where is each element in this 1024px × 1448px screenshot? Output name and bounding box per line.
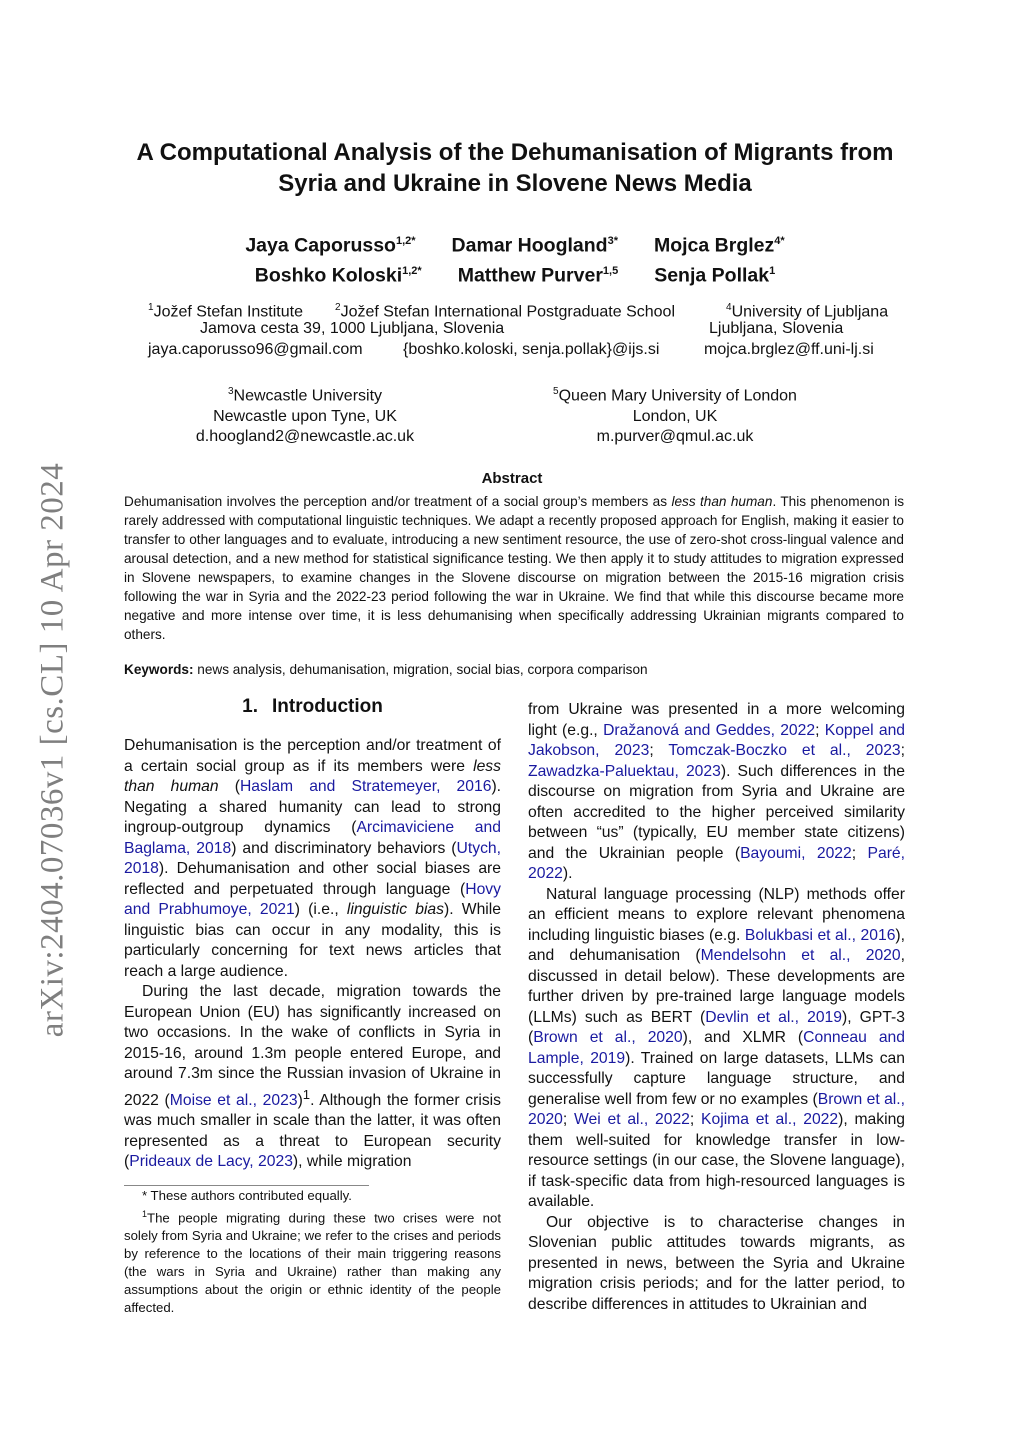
citation[interactable]: Wei et al., 2022 <box>574 1111 690 1128</box>
affiliation-3: $^3$Newcastle University Newcastle upon Tyne, UK d.hoogland2@newcastle.ac.uk <box>195 386 415 446</box>
citation[interactable]: Brown et al., 2020 <box>528 1090 906 1128</box>
citation[interactable]: Utych, 2018 <box>124 839 502 877</box>
citation[interactable]: Dražanová and Geddes, 2022 <box>603 721 816 739</box>
author: Boshko Koloski$^{1,2*}$ <box>254 264 422 286</box>
paragraph: from Ukraine was presented in a more welcoming light (e.g., Dražanová and Geddes, 2022; Koppel and Jakobson, 2023; Tomczak-Boczko et al., 2023; Zawadzka-Paluektau, 2023). Such differences in the discourse on migration from Syria and Ukraine are often accredited to the higher perceived similarity between “us” (typically, EU member state citizens) and the Ukrainian people (Bayoumi, 2022; Paré, 2022). <box>528 701 906 882</box>
citation[interactable]: Hovy and Prabhumoye, 2021 <box>124 880 501 918</box>
author: Mojca Brglez$^{4*}$ <box>653 234 785 257</box>
author-row <box>110 229 920 259</box>
affiliation-2: $^2$Jožef Stefan International Postgraduate School <box>335 302 676 321</box>
email-4: mojca.brglez@ff.uni-lj.si <box>704 341 874 358</box>
section-heading: 1. Introduction <box>242 696 383 717</box>
email-1: jaya.caporusso96@gmail.com <box>148 341 363 358</box>
citation[interactable]: Haslam and Stratemeyer, 2016 <box>239 778 492 795</box>
citation[interactable]: Bayoumi, 2022 <box>740 844 852 862</box>
affiliation-1: $^1$Jožef Stefan Institute <box>148 302 303 321</box>
paragraph: Our objective is to characterise changes in Slovenian public attitudes towards migrants, as presented in news, between the Syria and Ukraine migration crisis periods; and for the latter period, to describe differences in attitudes to Ukrainian and <box>528 1213 905 1313</box>
keywords: Keywords: news analysis, dehumanisation, migration, social bias, corpora comparison <box>124 662 648 677</box>
citation[interactable]: Paré, 2022 <box>528 844 905 882</box>
author: Senja Pollak$^1$ <box>654 264 776 286</box>
paragraph: Natural language processing (NLP) methods offer an efficient means to explore relevant phenomena including linguistic biases (e.g. Bolukbasi et al., 2016), and dehumanisation (Mendelsohn et al., 2020, discussed in detail below). These developments are further driven by pre-trained large language models (LLMs) such as BERT (Devlin et al., 2019), GPT-3 (Brown et al., 2020), and XLMR (Conneau and Lample, 2019). Trained on large datasets, LLMs can successfully capture language structure, and generalise well from few or no examples (Brown et al., 2020; Wei et al., 2022; Kojima et al., 2022), making them well-suited for knowledge transfer in low-resource settings (in our case, the Slovene language), if task-specific data from high-resourced languages is available. <box>528 885 906 1210</box>
author-row <box>110 259 920 289</box>
affiliation-5: $^5$Queen Mary University of London London, UK m.purver@qmul.ac.uk <box>553 386 797 446</box>
footnote-marker[interactable]: 1 <box>302 1086 311 1102</box>
arxiv-id: arXiv:2404.07036v1 [cs.CL] 10 Apr 2024 <box>34 462 71 1038</box>
paragraph: During the last decade, migration towards the European Union (EU) has significantly increased on two occasions. In the wake of conflicts in Syria in 2015-16, around 1.3m people entered Europe, and around 7.3m since the Russian invasion of Ukraine in 2022 (Moise et al., 2023)$^1$. Although the former crisis was much smaller in scale than the latter, it was often represented as a threat to European security (Prideaux de Lacy, 2023), while migration <box>124 983 502 1171</box>
left-column <box>124 736 501 1173</box>
author-block <box>110 229 920 288</box>
paper-title: A Computational Analysis of the Dehumanisation of Migrants from Syria and Ukraine in Slovene News Media <box>136 139 894 197</box>
citation[interactable]: Bolukbasi et al., 2016 <box>744 926 896 944</box>
author: Matthew Purver$^{1,5}$ <box>457 264 619 286</box>
author: Damar Hoogland$^{3*}$ <box>451 234 618 257</box>
footnotes <box>124 1187 501 1317</box>
email-2: {boshko.koloski, senja.pollak}@ijs.si <box>403 341 660 358</box>
citation[interactable]: Devlin et al., 2019 <box>705 1008 843 1026</box>
citation[interactable]: Tomczak-Boczko et al., 2023 <box>668 742 901 759</box>
footnote-star: * These authors contributed equally. <box>142 1188 352 1203</box>
citation[interactable]: Moise et al., 2023 <box>169 1091 298 1109</box>
right-column <box>528 700 905 1315</box>
footnote-1: $^1$The people migrating during these two crises were not solely from Syria and Ukraine; we refer to the crises and periods by reference to the locations of their main triggering reasons (the wars in Syria and Ukraine) rather than making any assumptions about the origin or ethnic identity of the people affected. <box>124 1209 501 1316</box>
citation[interactable]: Conneau and Lample, 2019 <box>528 1029 905 1067</box>
paragraph: Dehumanisation is the perception and/or treatment of a certain social group as if its members were less than human (Haslam and Stratemeyer, 2016). Negating a shared humanity can lead to strong ingroup-outgroup dynamics (Arcimaviciene and Baglama, 2018) and discriminatory behaviors (Utych, 2018). Dehumanisation and other social biases are reflected and perpetuated through language (Hovy and Prabhumoye, 2021) (i.e., linguistic bias). While linguistic bias can occur in any modality, this is particularly concerning for text news articles that reach a large audience. <box>124 737 502 980</box>
citation[interactable]: Kojima et al., 2022 <box>701 1111 839 1128</box>
affiliation-address-4: Ljubljana, Slovenia <box>709 320 844 337</box>
affiliation-address-12: Jamova cesta 39, 1000 Ljubljana, Slovenia <box>200 320 505 337</box>
abstract-heading: Abstract <box>481 470 543 487</box>
citation[interactable]: Mendelsohn et al., 2020 <box>700 947 901 964</box>
citation[interactable]: Brown et al., 2020 <box>533 1029 683 1046</box>
arxiv-stamp <box>28 450 78 1050</box>
citation[interactable]: Arcimaviciene and Baglama, 2018 <box>124 819 501 857</box>
affiliation-4: $^4$University of Ljubljana <box>726 302 889 321</box>
citation[interactable]: Koppel and Jakobson, 2023 <box>528 721 906 759</box>
citation[interactable]: Zawadzka-Paluektau, 2023 <box>528 762 721 780</box>
author: Jaya Caporusso$^{1,2*}$ <box>245 234 416 257</box>
footnote-rule <box>124 1185 369 1186</box>
citation[interactable]: Prideaux de Lacy, 2023 <box>129 1153 293 1171</box>
abstract-body: Dehumanisation involves the perception and/or treatment of a social group’s members as less than human. This phenomenon is rarely addressed with computational linguistic techniques. We adapt a recently proposed approach for English, making it easier to transfer to other languages and to evaluate, introducing a new sentiment resource, the use of zero-shot cross-lingual valence and arousal detection, and a new method for statistical significance testing. We then apply it to study attitudes to migration expressed in Slovene newspapers, to examine changes in the Slovene discourse on migration between the 2015-16 migration crisis following the war in Syria and the 2022-23 period following the war in Ukraine. We find that while this discourse became more negative and more intense over time, it is less dehumanising when specifically addressing Ukrainian migrants compared to others. <box>124 494 905 642</box>
